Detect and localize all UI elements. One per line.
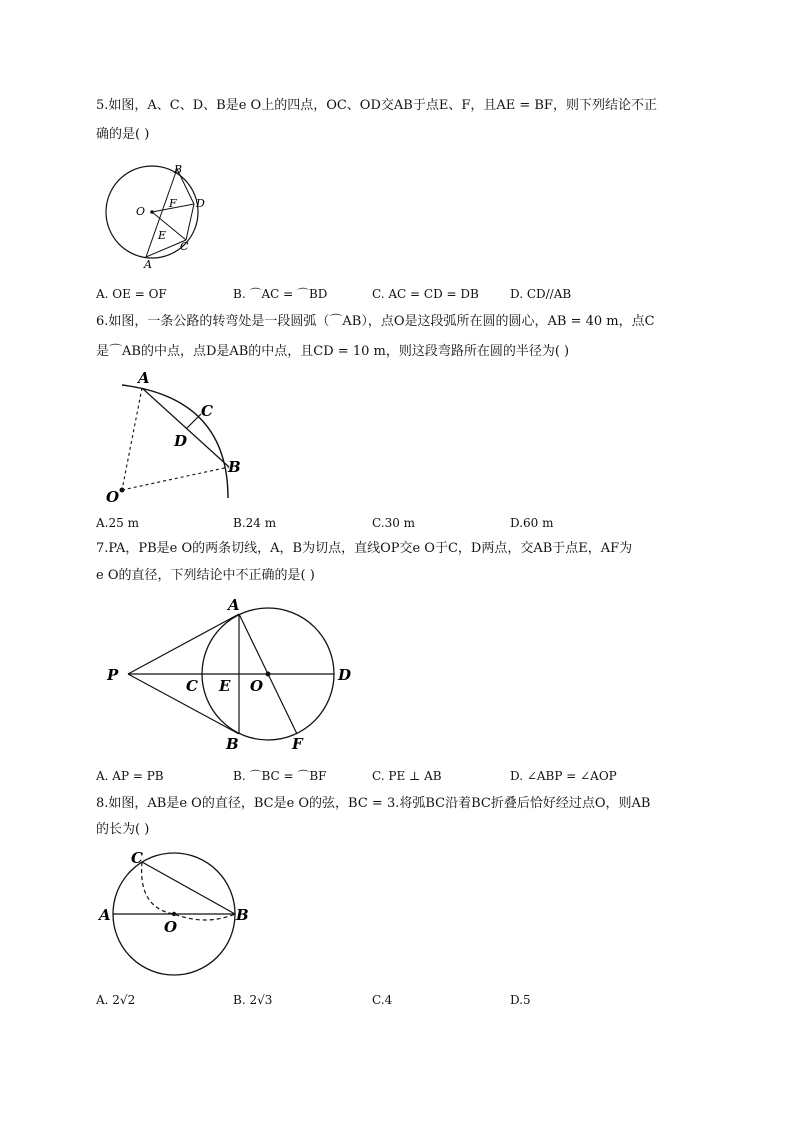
q7-label-F: F [292,735,303,753]
q7-label-E: E [219,677,231,695]
q8-label-A: A [99,906,111,924]
q8-label-B: B [236,906,249,924]
q5-option-d[interactable]: D. CD//AB [510,287,572,301]
q5-label-D: D [196,197,205,210]
q8-option-b[interactable]: B. 2√3 [233,993,273,1007]
q7-option-b[interactable]: B. ⌒BC = ⌒BF [233,769,327,783]
q5-figure [100,160,220,270]
q8-label-O: O [164,918,178,936]
q7-label-A: A [228,596,240,614]
q7-label-O: O [250,677,264,695]
q5-text-line1: 5.如图，A、C、D、B是e O上的四点，OC、OD交AB于点E、F，且AE = BF，则下列结论不正 [96,98,657,113]
q7-option-a[interactable]: A. AP = PB [96,769,164,783]
q7-text-line2: e O的直径，下列结论中不正确的是( ) [96,568,315,583]
q6-figure [100,368,260,508]
q7-label-B: B [226,735,239,753]
q6-label-O: O [106,488,120,506]
q8-option-c[interactable]: C.4 [372,993,393,1007]
q7-label-P: P [107,666,119,684]
q6-label-A: A [138,369,150,387]
q6-option-d[interactable]: D.60 m [510,516,554,530]
q5-label-C: C [180,240,189,253]
q7-label-D: D [338,666,352,684]
q5-label-E: E [158,229,167,242]
q5-label-F: F [169,197,177,210]
q5-label-B: B [174,163,183,176]
q5-option-b[interactable]: B. ⌒AC = ⌒BD [233,287,328,301]
q8-label-C: C [131,849,143,867]
q7-label-C: C [186,677,198,695]
q8-figure [96,848,266,983]
q8-option-d[interactable]: D.5 [510,993,531,1007]
q6-text-line2: 是⌒AB的中点，点D是AB的中点，且CD = 10 m，则这段弯路所在圆的半径为( ) [96,344,570,359]
q6-label-B: B [228,458,241,476]
q8-option-a[interactable]: A. 2√2 [96,993,136,1007]
q6-label-C: C [201,402,213,420]
q6-option-b[interactable]: B.24 m [233,516,277,530]
q7-option-c[interactable]: C. PE ⊥ AB [372,769,442,783]
q6-label-D: D [174,432,188,450]
q6-text-line1: 6.如图，一条公路的转弯处是一段圆弧（⌒AB），点O是这段弧所在圆的圆心，AB = 40 m，点C [96,314,655,329]
q6-option-c[interactable]: C.30 m [372,516,416,530]
q7-text-line1: 7.PA，PB是e O的两条切线，A，B为切点，直线OP交e O于C，D两点，交AB于点E，AF为 [96,541,633,556]
q6-option-a[interactable]: A.25 m [96,516,139,530]
q8-text-line1: 8.如图，AB是e O的直径，BC是e O的弦，BC = 3.将弧BC沿着BC折叠后恰好经过点O，则AB [96,796,651,811]
q5-option-a[interactable]: A. OE = OF [96,287,167,301]
q8-text-line2: 的长为( ) [96,822,150,837]
q7-option-d[interactable]: D. ∠ABP = ∠AOP [510,769,617,783]
q5-label-O: O [136,205,146,218]
q5-label-A: A [144,258,152,271]
q5-option-c[interactable]: C. AC = CD = DB [372,287,479,301]
q7-figure [100,592,360,752]
q5-text-line2: 确的是( ) [96,127,150,142]
